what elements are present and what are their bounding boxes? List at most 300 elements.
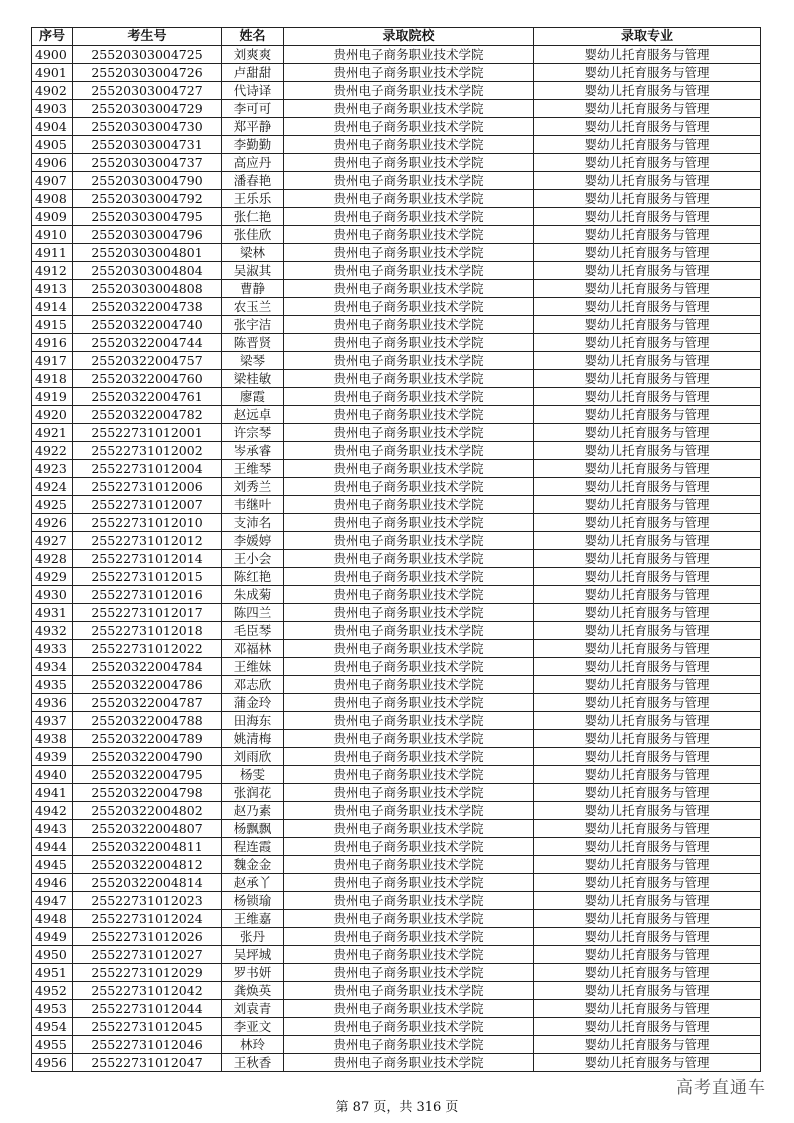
cell-exam-id: 25520303004731: [73, 136, 222, 154]
cell-school: 贵州电子商务职业技术学院: [284, 172, 534, 190]
cell-seq: 4925: [32, 496, 73, 514]
table-row: [32, 424, 761, 442]
cell-seq: 4954: [32, 1018, 73, 1036]
cell-name: 刘秀兰: [222, 478, 284, 496]
cell-seq: 4906: [32, 154, 73, 172]
cell-name: 支沛名: [222, 514, 284, 532]
cell-seq: 4901: [32, 64, 73, 82]
cell-school: 贵州电子商务职业技术学院: [284, 496, 534, 514]
table-row: [32, 478, 761, 496]
table-row: [32, 856, 761, 874]
cell-school: 贵州电子商务职业技术学院: [284, 622, 534, 640]
cell-school: 贵州电子商务职业技术学院: [284, 64, 534, 82]
cell-exam-id: 25522731012045: [73, 1018, 222, 1036]
cell-name: 王维嘉: [222, 910, 284, 928]
cell-name: 曹静: [222, 280, 284, 298]
cell-school: 贵州电子商务职业技术学院: [284, 802, 534, 820]
cell-seq: 4923: [32, 460, 73, 478]
cell-exam-id: 25520322004788: [73, 712, 222, 730]
cell-name: 蒲金玲: [222, 694, 284, 712]
table-row: [32, 334, 761, 352]
table-row: [32, 712, 761, 730]
table-body: [32, 46, 761, 1072]
cell-seq: 4918: [32, 370, 73, 388]
table-row: [32, 730, 761, 748]
cell-exam-id: 25520303004725: [73, 46, 222, 64]
cell-exam-id: 25520322004757: [73, 352, 222, 370]
cell-school: 贵州电子商务职业技术学院: [284, 136, 534, 154]
cell-school: 贵州电子商务职业技术学院: [284, 838, 534, 856]
cell-exam-id: 25522731012004: [73, 460, 222, 478]
cell-seq: 4933: [32, 640, 73, 658]
table-row: [32, 64, 761, 82]
cell-exam-id: 25520322004811: [73, 838, 222, 856]
cell-school: 贵州电子商务职业技术学院: [284, 478, 534, 496]
cell-major: 婴幼儿托育服务与管理: [534, 640, 761, 658]
table-row: [32, 190, 761, 208]
cell-exam-id: 25520322004795: [73, 766, 222, 784]
cell-name: 王乐乐: [222, 190, 284, 208]
cell-exam-id: 25520303004796: [73, 226, 222, 244]
cell-exam-id: 25520322004784: [73, 658, 222, 676]
cell-exam-id: 25522731012029: [73, 964, 222, 982]
cell-seq: 4909: [32, 208, 73, 226]
cell-name: 朱成菊: [222, 586, 284, 604]
cell-school: 贵州电子商务职业技术学院: [284, 1000, 534, 1018]
cell-exam-id: 25520303004730: [73, 118, 222, 136]
cell-seq: 4904: [32, 118, 73, 136]
cell-school: 贵州电子商务职业技术学院: [284, 298, 534, 316]
table-row: [32, 766, 761, 784]
cell-school: 贵州电子商务职业技术学院: [284, 190, 534, 208]
cell-exam-id: 25520322004738: [73, 298, 222, 316]
cell-name: 廖霞: [222, 388, 284, 406]
cell-major: 婴幼儿托育服务与管理: [534, 532, 761, 550]
cell-school: 贵州电子商务职业技术学院: [284, 820, 534, 838]
cell-major: 婴幼儿托育服务与管理: [534, 766, 761, 784]
cell-exam-id: 25520303004808: [73, 280, 222, 298]
cell-name: 龚焕英: [222, 982, 284, 1000]
table-row: [32, 496, 761, 514]
table-row: [32, 172, 761, 190]
cell-exam-id: 25520322004790: [73, 748, 222, 766]
cell-major: 婴幼儿托育服务与管理: [534, 64, 761, 82]
cell-seq: 4951: [32, 964, 73, 982]
cell-name: 李可可: [222, 100, 284, 118]
cell-school: 贵州电子商务职业技术学院: [284, 244, 534, 262]
cell-exam-id: 25522731012014: [73, 550, 222, 568]
cell-seq: 4908: [32, 190, 73, 208]
cell-name: 许宗琴: [222, 424, 284, 442]
cell-exam-id: 25520322004760: [73, 370, 222, 388]
cell-seq: 4907: [32, 172, 73, 190]
table-row: [32, 640, 761, 658]
cell-school: 贵州电子商务职业技术学院: [284, 1018, 534, 1036]
cell-name: 赵承丫: [222, 874, 284, 892]
table-row: [32, 838, 761, 856]
cell-name: 韦继叶: [222, 496, 284, 514]
cell-major: 婴幼儿托育服务与管理: [534, 784, 761, 802]
cell-seq: 4910: [32, 226, 73, 244]
table-row: [32, 622, 761, 640]
table-row: [32, 964, 761, 982]
cell-seq: 4913: [32, 280, 73, 298]
header-name: 姓名: [222, 28, 284, 46]
cell-name: 张佳欣: [222, 226, 284, 244]
cell-school: 贵州电子商务职业技术学院: [284, 910, 534, 928]
table-row: [32, 352, 761, 370]
cell-exam-id: 25522731012024: [73, 910, 222, 928]
cell-school: 贵州电子商务职业技术学院: [284, 388, 534, 406]
cell-school: 贵州电子商务职业技术学院: [284, 370, 534, 388]
header-seq: 序号: [32, 28, 73, 46]
table-row: [32, 874, 761, 892]
cell-exam-id: 25522731012027: [73, 946, 222, 964]
cell-exam-id: 25520322004786: [73, 676, 222, 694]
cell-seq: 4930: [32, 586, 73, 604]
cell-name: 李亚文: [222, 1018, 284, 1036]
cell-seq: 4935: [32, 676, 73, 694]
cell-name: 陈红艳: [222, 568, 284, 586]
table-row: [32, 1018, 761, 1036]
table-row: [32, 388, 761, 406]
cell-seq: 4916: [32, 334, 73, 352]
cell-name: 刘雨欣: [222, 748, 284, 766]
cell-school: 贵州电子商务职业技术学院: [284, 766, 534, 784]
cell-major: 婴幼儿托育服务与管理: [534, 154, 761, 172]
cell-major: 婴幼儿托育服务与管理: [534, 550, 761, 568]
cell-name: 卢甜甜: [222, 64, 284, 82]
cell-major: 婴幼儿托育服务与管理: [534, 82, 761, 100]
cell-school: 贵州电子商务职业技术学院: [284, 352, 534, 370]
watermark-text: 高考直通车: [676, 1078, 766, 1098]
cell-major: 婴幼儿托育服务与管理: [534, 838, 761, 856]
cell-major: 婴幼儿托育服务与管理: [534, 586, 761, 604]
table-row: [32, 928, 761, 946]
cell-name: 邓志欣: [222, 676, 284, 694]
table-row: [32, 586, 761, 604]
cell-major: 婴幼儿托育服务与管理: [534, 874, 761, 892]
cell-exam-id: 25520322004812: [73, 856, 222, 874]
cell-name: 赵远卓: [222, 406, 284, 424]
cell-seq: 4941: [32, 784, 73, 802]
cell-exam-id: 25520303004729: [73, 100, 222, 118]
table-row: [32, 604, 761, 622]
table-row: [32, 532, 761, 550]
cell-exam-id: 25520322004802: [73, 802, 222, 820]
table-row: [32, 298, 761, 316]
table-row: [32, 658, 761, 676]
cell-name: 杨锁瑜: [222, 892, 284, 910]
cell-major: 婴幼儿托育服务与管理: [534, 820, 761, 838]
cell-seq: 4947: [32, 892, 73, 910]
cell-major: 婴幼儿托育服务与管理: [534, 118, 761, 136]
table-row: [32, 280, 761, 298]
cell-school: 贵州电子商务职业技术学院: [284, 280, 534, 298]
cell-school: 贵州电子商务职业技术学院: [284, 82, 534, 100]
cell-exam-id: 25522731012016: [73, 586, 222, 604]
cell-major: 婴幼儿托育服务与管理: [534, 964, 761, 982]
cell-exam-id: 25520322004798: [73, 784, 222, 802]
cell-major: 婴幼儿托育服务与管理: [534, 406, 761, 424]
cell-seq: 4914: [32, 298, 73, 316]
cell-exam-id: 25520322004744: [73, 334, 222, 352]
cell-name: 王小会: [222, 550, 284, 568]
cell-school: 贵州电子商务职业技术学院: [284, 316, 534, 334]
cell-major: 婴幼儿托育服务与管理: [534, 100, 761, 118]
cell-name: 田海东: [222, 712, 284, 730]
admission-table: [31, 27, 761, 1072]
cell-name: 张宇洁: [222, 316, 284, 334]
cell-exam-id: 25520303004792: [73, 190, 222, 208]
cell-seq: 4952: [32, 982, 73, 1000]
cell-name: 姚清梅: [222, 730, 284, 748]
table-row: [32, 820, 761, 838]
cell-seq: 4920: [32, 406, 73, 424]
cell-name: 岑承睿: [222, 442, 284, 460]
cell-exam-id: 25520303004804: [73, 262, 222, 280]
cell-major: 婴幼儿托育服务与管理: [534, 136, 761, 154]
cell-name: 农玉兰: [222, 298, 284, 316]
cell-major: 婴幼儿托育服务与管理: [534, 1054, 761, 1072]
cell-name: 王维琴: [222, 460, 284, 478]
cell-name: 林玲: [222, 1036, 284, 1054]
cell-name: 刘袁青: [222, 1000, 284, 1018]
cell-seq: 4943: [32, 820, 73, 838]
cell-seq: 4912: [32, 262, 73, 280]
cell-exam-id: 25520303004790: [73, 172, 222, 190]
cell-school: 贵州电子商务职业技术学院: [284, 460, 534, 478]
cell-school: 贵州电子商务职业技术学院: [284, 586, 534, 604]
cell-major: 婴幼儿托育服务与管理: [534, 712, 761, 730]
cell-major: 婴幼儿托育服务与管理: [534, 280, 761, 298]
cell-seq: 4956: [32, 1054, 73, 1072]
cell-school: 贵州电子商务职业技术学院: [284, 604, 534, 622]
cell-major: 婴幼儿托育服务与管理: [534, 622, 761, 640]
cell-major: 婴幼儿托育服务与管理: [534, 658, 761, 676]
cell-seq: 4946: [32, 874, 73, 892]
cell-exam-id: 25520322004740: [73, 316, 222, 334]
cell-major: 婴幼儿托育服务与管理: [534, 226, 761, 244]
cell-seq: 4924: [32, 478, 73, 496]
cell-seq: 4950: [32, 946, 73, 964]
cell-name: 程连霞: [222, 838, 284, 856]
cell-exam-id: 25520303004801: [73, 244, 222, 262]
cell-major: 婴幼儿托育服务与管理: [534, 568, 761, 586]
cell-seq: 4900: [32, 46, 73, 64]
cell-exam-id: 25522731012046: [73, 1036, 222, 1054]
cell-major: 婴幼儿托育服务与管理: [534, 514, 761, 532]
cell-major: 婴幼儿托育服务与管理: [534, 388, 761, 406]
cell-name: 潘春艳: [222, 172, 284, 190]
cell-major: 婴幼儿托育服务与管理: [534, 856, 761, 874]
cell-seq: 4934: [32, 658, 73, 676]
cell-seq: 4926: [32, 514, 73, 532]
cell-exam-id: 25520303004726: [73, 64, 222, 82]
cell-school: 贵州电子商务职业技术学院: [284, 154, 534, 172]
cell-major: 婴幼儿托育服务与管理: [534, 1036, 761, 1054]
cell-major: 婴幼儿托育服务与管理: [534, 208, 761, 226]
cell-major: 婴幼儿托育服务与管理: [534, 1000, 761, 1018]
cell-exam-id: 25520322004789: [73, 730, 222, 748]
cell-exam-id: 25522731012017: [73, 604, 222, 622]
table-row: [32, 136, 761, 154]
cell-exam-id: 25522731012022: [73, 640, 222, 658]
cell-name: 张丹: [222, 928, 284, 946]
cell-school: 贵州电子商务职业技术学院: [284, 676, 534, 694]
cell-exam-id: 25522731012042: [73, 982, 222, 1000]
cell-name: 张仁艳: [222, 208, 284, 226]
cell-name: 王秋香: [222, 1054, 284, 1072]
table-row: [32, 550, 761, 568]
cell-name: 高应丹: [222, 154, 284, 172]
table-header-row: [32, 28, 761, 46]
table-row: [32, 910, 761, 928]
cell-major: 婴幼儿托育服务与管理: [534, 802, 761, 820]
cell-major: 婴幼儿托育服务与管理: [534, 982, 761, 1000]
cell-school: 贵州电子商务职业技术学院: [284, 964, 534, 982]
cell-seq: 4938: [32, 730, 73, 748]
table-row: [32, 802, 761, 820]
table-row: [32, 784, 761, 802]
cell-name: 张润花: [222, 784, 284, 802]
cell-seq: 4903: [32, 100, 73, 118]
cell-school: 贵州电子商务职业技术学院: [284, 946, 534, 964]
cell-major: 婴幼儿托育服务与管理: [534, 676, 761, 694]
cell-name: 陈晋贤: [222, 334, 284, 352]
cell-school: 贵州电子商务职业技术学院: [284, 262, 534, 280]
cell-major: 婴幼儿托育服务与管理: [534, 442, 761, 460]
table-row: [32, 82, 761, 100]
cell-major: 婴幼儿托育服务与管理: [534, 892, 761, 910]
cell-exam-id: 25520322004761: [73, 388, 222, 406]
header-exam-id: 考生号: [73, 28, 222, 46]
cell-major: 婴幼儿托育服务与管理: [534, 730, 761, 748]
cell-exam-id: 25522731012012: [73, 532, 222, 550]
table-row: [32, 892, 761, 910]
table-row: [32, 316, 761, 334]
cell-seq: 4940: [32, 766, 73, 784]
cell-exam-id: 25522731012023: [73, 892, 222, 910]
cell-name: 李勤勤: [222, 136, 284, 154]
cell-seq: 4915: [32, 316, 73, 334]
cell-exam-id: 25520322004787: [73, 694, 222, 712]
cell-school: 贵州电子商务职业技术学院: [284, 46, 534, 64]
cell-exam-id: 25520322004807: [73, 820, 222, 838]
cell-major: 婴幼儿托育服务与管理: [534, 334, 761, 352]
cell-school: 贵州电子商务职业技术学院: [284, 208, 534, 226]
cell-seq: 4921: [32, 424, 73, 442]
cell-seq: 4919: [32, 388, 73, 406]
cell-school: 贵州电子商务职业技术学院: [284, 568, 534, 586]
cell-school: 贵州电子商务职业技术学院: [284, 712, 534, 730]
cell-seq: 4949: [32, 928, 73, 946]
cell-school: 贵州电子商务职业技术学院: [284, 982, 534, 1000]
cell-seq: 4932: [32, 622, 73, 640]
cell-major: 婴幼儿托育服务与管理: [534, 748, 761, 766]
cell-school: 贵州电子商务职业技术学院: [284, 226, 534, 244]
table-row: [32, 208, 761, 226]
table-row: [32, 460, 761, 478]
cell-name: 代诗译: [222, 82, 284, 100]
cell-major: 婴幼儿托育服务与管理: [534, 298, 761, 316]
cell-exam-id: 25520303004795: [73, 208, 222, 226]
cell-name: 杨雯: [222, 766, 284, 784]
cell-school: 贵州电子商务职业技术学院: [284, 640, 534, 658]
cell-name: 赵乃素: [222, 802, 284, 820]
table-row: [32, 676, 761, 694]
table-row: [32, 748, 761, 766]
cell-name: 梁桂敏: [222, 370, 284, 388]
cell-seq: 4948: [32, 910, 73, 928]
cell-school: 贵州电子商务职业技术学院: [284, 442, 534, 460]
table-row: [32, 154, 761, 172]
cell-major: 婴幼儿托育服务与管理: [534, 244, 761, 262]
cell-exam-id: 25520322004782: [73, 406, 222, 424]
cell-major: 婴幼儿托育服务与管理: [534, 424, 761, 442]
table-row: [32, 946, 761, 964]
cell-exam-id: 25522731012006: [73, 478, 222, 496]
cell-exam-id: 25520322004814: [73, 874, 222, 892]
header-school: 录取院校: [284, 28, 534, 46]
cell-name: 邓福林: [222, 640, 284, 658]
cell-exam-id: 25522731012044: [73, 1000, 222, 1018]
table-row: [32, 514, 761, 532]
cell-seq: 4931: [32, 604, 73, 622]
cell-seq: 4928: [32, 550, 73, 568]
cell-school: 贵州电子商务职业技术学院: [284, 928, 534, 946]
cell-exam-id: 25522731012002: [73, 442, 222, 460]
cell-school: 贵州电子商务职业技术学院: [284, 1054, 534, 1072]
cell-school: 贵州电子商务职业技术学院: [284, 658, 534, 676]
cell-major: 婴幼儿托育服务与管理: [534, 910, 761, 928]
table-row: [32, 406, 761, 424]
cell-school: 贵州电子商务职业技术学院: [284, 424, 534, 442]
cell-name: 梁林: [222, 244, 284, 262]
cell-name: 李媛婷: [222, 532, 284, 550]
cell-exam-id: 25522731012026: [73, 928, 222, 946]
cell-name: 王维妹: [222, 658, 284, 676]
table-row: [32, 226, 761, 244]
cell-major: 婴幼儿托育服务与管理: [534, 172, 761, 190]
table-row: [32, 1036, 761, 1054]
cell-major: 婴幼儿托育服务与管理: [534, 316, 761, 334]
cell-school: 贵州电子商务职业技术学院: [284, 550, 534, 568]
table-row: [32, 262, 761, 280]
cell-seq: 4905: [32, 136, 73, 154]
cell-major: 婴幼儿托育服务与管理: [534, 946, 761, 964]
table-row: [32, 100, 761, 118]
cell-seq: 4942: [32, 802, 73, 820]
cell-school: 贵州电子商务职业技术学院: [284, 856, 534, 874]
table-row: [32, 442, 761, 460]
cell-seq: 4911: [32, 244, 73, 262]
cell-major: 婴幼儿托育服务与管理: [534, 1018, 761, 1036]
cell-seq: 4953: [32, 1000, 73, 1018]
cell-seq: 4945: [32, 856, 73, 874]
cell-major: 婴幼儿托育服务与管理: [534, 478, 761, 496]
cell-seq: 4937: [32, 712, 73, 730]
cell-name: 梁琴: [222, 352, 284, 370]
cell-seq: 4944: [32, 838, 73, 856]
cell-name: 吴淑其: [222, 262, 284, 280]
cell-major: 婴幼儿托育服务与管理: [534, 694, 761, 712]
cell-school: 贵州电子商务职业技术学院: [284, 748, 534, 766]
cell-major: 婴幼儿托育服务与管理: [534, 370, 761, 388]
cell-exam-id: 25522731012010: [73, 514, 222, 532]
cell-major: 婴幼儿托育服务与管理: [534, 604, 761, 622]
cell-name: 毛臣琴: [222, 622, 284, 640]
